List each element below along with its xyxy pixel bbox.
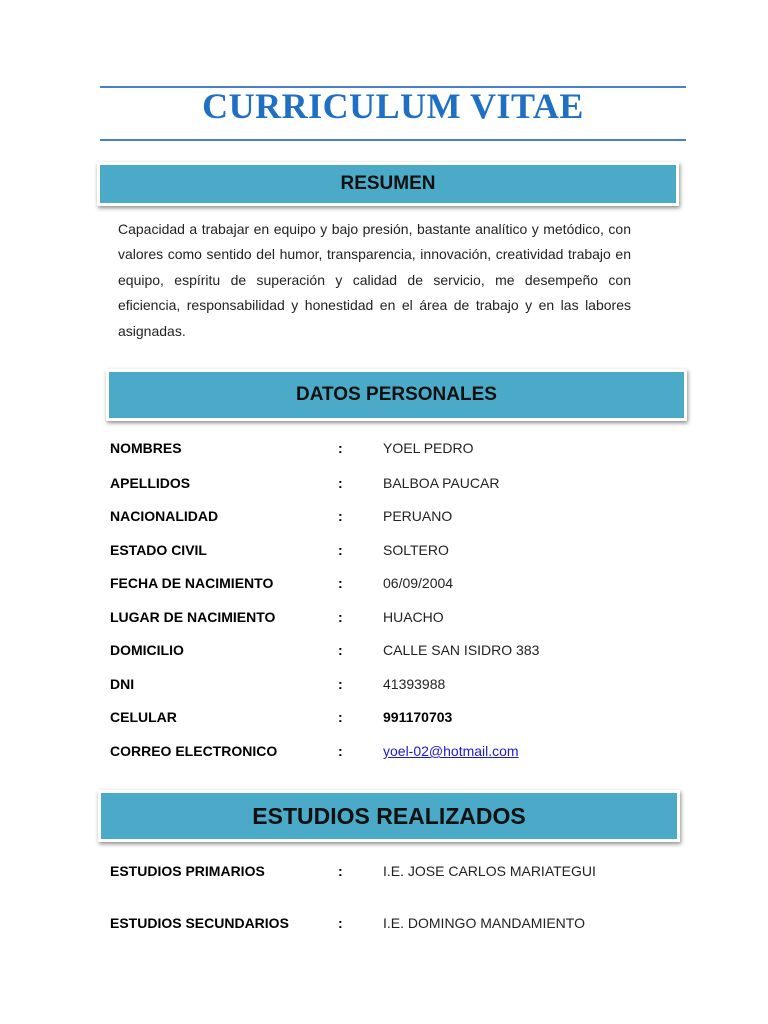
- datos-personales-heading-text: DATOS PERSONALES: [296, 384, 497, 405]
- field-value: BALBOA PAUCAR: [383, 475, 500, 491]
- estudios-realizados-heading-text: ESTUDIOS REALIZADOS: [252, 802, 526, 829]
- field-separator: :: [338, 475, 343, 491]
- field-label: LUGAR DE NACIMIENTO: [110, 609, 276, 625]
- resumen-heading-text: RESUMEN: [340, 173, 436, 194]
- resumen-paragraph: Capacidad a trabajar en equipo y bajo presión, bastante analítico y metódico, con valores como sentido del humor, transparencia, innovación, creatividad trabajo en equipo, espíritu de superación y calidad de servicio, me desempeño con eficiencia, responsabilidad y honestidad en el área de trabajo y en las labores asignadas.: [118, 221, 631, 339]
- datos-row-celular: [0, 707, 768, 727]
- field-value: YOEL PEDRO: [383, 440, 474, 456]
- field-value: SOLTERO: [383, 542, 449, 558]
- field-value: 06/09/2004: [383, 575, 454, 591]
- field-separator: :: [338, 709, 343, 725]
- datos-row-correo: [0, 741, 768, 761]
- field-value: HUACHO: [383, 609, 444, 625]
- field-value: 41393988: [383, 676, 446, 692]
- field-label: DOMICILIO: [110, 642, 184, 658]
- title-rule-bottom: [100, 139, 686, 141]
- field-label: ESTUDIOS SECUNDARIOS: [110, 915, 289, 931]
- estudios-row-primarios: [0, 861, 768, 881]
- datos-row-fecha-nacimiento: [0, 573, 768, 593]
- field-label: CELULAR: [110, 709, 177, 725]
- field-value: PERUANO: [383, 508, 453, 524]
- field-label: NACIONALIDAD: [110, 508, 219, 524]
- field-label: DNI: [110, 676, 135, 692]
- field-label: CORREO ELECTRONICO: [110, 743, 278, 759]
- field-separator: :: [338, 609, 343, 625]
- field-value: 991170703: [383, 709, 453, 725]
- field-separator: :: [338, 642, 343, 658]
- field-label: FECHA DE NACIMIENTO: [110, 575, 274, 591]
- datos-row-dni: [0, 674, 768, 694]
- field-label: APELLIDOS: [110, 475, 191, 491]
- field-value: I.E. JOSE CARLOS MARIATEGUI: [383, 863, 596, 879]
- field-label: ESTUDIOS PRIMARIOS: [110, 863, 265, 879]
- field-label: ESTADO CIVIL: [110, 542, 207, 558]
- datos-row-apellidos: [0, 473, 768, 493]
- field-value: CALLE SAN ISIDRO 383: [383, 642, 540, 658]
- page-title: CURRICULUM VITAE: [202, 86, 584, 126]
- field-separator: :: [338, 863, 343, 879]
- field-separator: :: [338, 542, 343, 558]
- datos-row-nombres: [0, 438, 768, 458]
- field-separator: :: [338, 440, 343, 456]
- field-label: NOMBRES: [110, 440, 182, 456]
- field-separator: :: [338, 508, 343, 524]
- field-separator: :: [338, 575, 343, 591]
- datos-personales-heading: [106, 369, 687, 421]
- estudios-realizados-heading: [98, 790, 680, 842]
- field-value: [383, 741, 519, 761]
- datos-row-nacionalidad: [0, 506, 768, 526]
- field-separator: :: [338, 676, 343, 692]
- estudios-row-secundarios: [0, 913, 768, 933]
- email-link[interactable]: yoel-02@hotmail.com: [383, 743, 519, 759]
- resumen-heading: [97, 162, 679, 206]
- field-separator: :: [338, 743, 343, 759]
- datos-row-lugar-nacimiento: [0, 607, 768, 627]
- datos-row-estado-civil: [0, 540, 768, 560]
- field-separator: :: [338, 915, 343, 931]
- field-value: I.E. DOMINGO MANDAMIENTO: [383, 915, 585, 931]
- datos-row-domicilio: [0, 640, 768, 660]
